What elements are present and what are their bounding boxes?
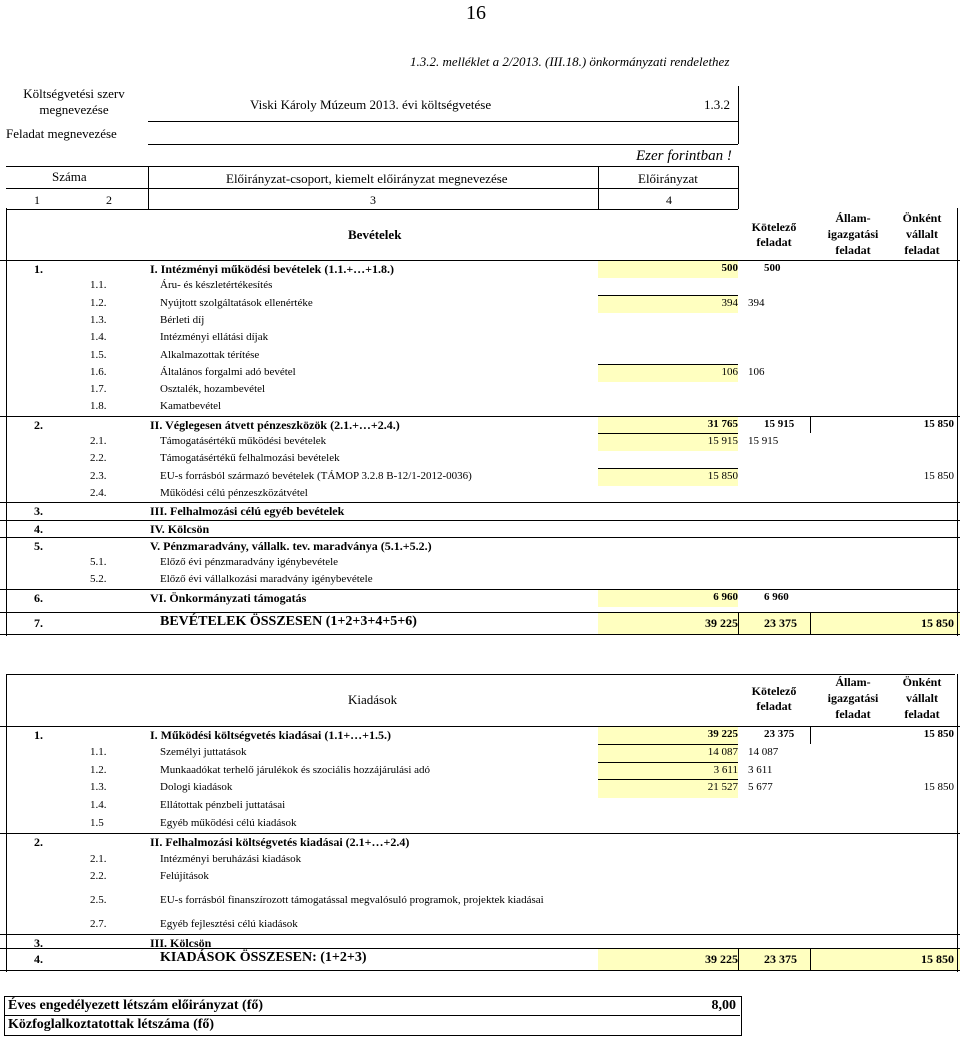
annex-reference: 1.3.2. melléklet a 2/2013. (III.18.) önkormányzati rendelethez (410, 54, 730, 69)
row-subnumber: 1.2. (90, 296, 107, 309)
total-voluntary: 15 850 (921, 952, 954, 966)
exp-state-header: Állam- igazgatási feladat (827, 675, 879, 721)
row-label: Egyéb fejlesztési célú kiadások (160, 918, 298, 930)
row-label: Működési célú pénzeszközátvétel (160, 486, 308, 499)
row-label: EU-s forrásból származó bevételek (TÁMOP 3.2.8 B-12/1-2012-0036) (160, 469, 472, 482)
row-number: 2. (34, 834, 43, 849)
row-label: Egyéb működési célú kiadások (160, 817, 297, 829)
row-subnumber: 1.2. (90, 763, 107, 776)
row-label: Áru- és készletértékesítés (160, 279, 273, 292)
total-sum: 39 225 (705, 616, 738, 630)
row-mandatory: 15 915 (748, 435, 779, 447)
row-subnumber: 1.7. (90, 383, 107, 396)
staff-public-work-label: Közfoglalkoztatottak létszáma (fő) (8, 1017, 215, 1032)
row-subnumber: 1.1. (90, 279, 107, 292)
row-subnumber: 5.1. (90, 556, 107, 569)
exp-voluntary-header: Önként vállalt feladat (902, 675, 942, 721)
row-label: Intézményi beruházási kiadások (160, 852, 302, 865)
col-index-4: 4 (666, 193, 672, 207)
rev-table-frame (6, 208, 958, 636)
total-mandatory: 23 375 (764, 616, 797, 630)
row-subnumber: 1.5. (90, 348, 107, 361)
expenses-title: Kiadások (348, 692, 398, 707)
row-total: 31 765 (707, 417, 738, 430)
row-total: 15 850 (707, 469, 738, 482)
row-label: Ellátottak pénzbeli juttatásai (160, 799, 286, 812)
row-total: 3 611 (713, 763, 738, 776)
row-label: II. Véglegesen átvett pénzeszközök (2.1.+…+2.4.) (150, 417, 400, 432)
voluntary-header: Önként vállalt feladat (902, 211, 942, 257)
row-label: V. Pénzmaradvány, vállalk. tev. maradványa (5.1.+5.2.) (150, 538, 432, 553)
row-number: 1. (34, 728, 43, 742)
total-sum: 39 225 (705, 952, 738, 966)
row-total: 6 960 (713, 590, 738, 603)
row-label: Dologi kiadások (160, 781, 233, 794)
row-label: Támogatásértékű felhalmozási bevételek (160, 452, 340, 465)
row-subnumber: 1.6. (90, 365, 107, 378)
row-subnumber: 2.7. (90, 918, 107, 930)
row-voluntary: 15 850 (923, 469, 954, 482)
row-number: 5. (34, 538, 43, 553)
row-number: 3. (34, 504, 43, 519)
row-label: Osztalék, hozambevétel (160, 383, 266, 396)
row-label: I. Intézményi működési bevételek (1.1.+…+1.8.) (150, 262, 394, 276)
row-label: Intézményi ellátási díjak (160, 331, 269, 344)
total-mandatory: 23 375 (764, 952, 797, 966)
mandatory-header: Kötelező feladat (751, 220, 797, 249)
row-label: III. Felhalmozási célú egyéb bevételek (150, 504, 345, 519)
row-mandatory: 106 (748, 365, 765, 378)
row-label: Személyi juttatások (160, 745, 247, 758)
row-subnumber: 2.2. (90, 452, 107, 465)
row-label: I. Működési költségvetés kiadásai (1.1+…+1.5.) (150, 728, 392, 742)
total-label: KIADÁSOK ÖSSZESEN: (1+2+3) (160, 950, 367, 965)
row-subnumber: 2.1. (90, 435, 107, 447)
row-subnumber: 2.3. (90, 469, 107, 482)
exp-table-frame (6, 674, 958, 972)
total-number: 7. (34, 616, 43, 630)
row-voluntary: 15 850 (923, 417, 954, 430)
row-label: Kamatbevétel (160, 400, 222, 413)
row-label: Nyújtott szolgáltatások ellenértéke (160, 296, 313, 309)
row-mandatory: 5 677 (748, 781, 773, 794)
row-subnumber: 2.1. (90, 852, 107, 865)
page-number: 16 (466, 2, 486, 24)
row-subnumber: 1.5 (90, 817, 104, 829)
row-voluntary: 15 850 (923, 728, 954, 740)
row-label: Alkalmazottak térítése (160, 348, 260, 361)
org-label: Költségvetési szerv megnevezése (23, 86, 125, 117)
staff-approved-value: 8,00 (711, 998, 736, 1013)
row-subnumber: 1.1. (90, 745, 107, 758)
org-value: Viski Károly Múzeum 2013. évi költségvetése (250, 97, 492, 112)
row-subnumber: 2.5. (90, 894, 107, 907)
row-mandatory: 3 611 (748, 763, 773, 776)
exp-mandatory-header: Kötelező feladat (751, 684, 797, 713)
row-subnumber: 1.8. (90, 400, 107, 413)
currency-note: Ezer forintban ! (636, 148, 732, 164)
row-voluntary: 15 850 (923, 781, 954, 794)
row-label: Munkaadókat terhelő járulékok és szociális hozzájárulási adó (160, 763, 431, 776)
task-label: Feladat megnevezése (6, 126, 117, 141)
row-subnumber: 1.4. (90, 799, 107, 812)
row-label: Felújítások (160, 870, 209, 883)
row-subnumber: 5.2. (90, 573, 107, 586)
row-label: EU-s forrásból finanszírozott támogatással megvalósuló programok, projektek kiadásai (160, 894, 544, 907)
row-subnumber: 1.3. (90, 313, 107, 326)
row-label: IV. Kölcsön (150, 521, 210, 536)
total-number: 4. (34, 952, 43, 966)
row-total: 394 (721, 296, 738, 309)
row-total: 14 087 (707, 745, 738, 758)
total-voluntary: 15 850 (921, 616, 954, 630)
row-total: 500 (721, 262, 738, 274)
col-group-header: Előirányzat-csoport, kiemelt előirányzat megnevezése (226, 171, 508, 186)
row-mandatory: 23 375 (764, 728, 795, 740)
row-total: 15 915 (707, 435, 738, 447)
revenues-title: Bevételek (348, 227, 402, 242)
row-mandatory: 15 915 (764, 417, 795, 430)
row-number: 2. (34, 417, 43, 432)
row-mandatory: 500 (764, 262, 781, 274)
col-index-3: 3 (370, 193, 376, 207)
row-mandatory: 6 960 (764, 590, 789, 603)
row-mandatory: 394 (748, 296, 765, 309)
doc-code: 1.3.2 (704, 97, 730, 112)
row-mandatory: 14 087 (748, 745, 779, 758)
row-label: VI. Önkormányzati támogatás (150, 590, 307, 605)
col-index-1: 1 (34, 193, 40, 207)
row-label: Támogatásértékű működési bevételek (160, 435, 327, 447)
row-label: II. Felhalmozási költségvetés kiadásai (2.1+…+2.4) (150, 834, 410, 849)
row-number: 3. (34, 935, 43, 950)
state-header: Állam- igazgatási feladat (827, 211, 879, 257)
row-number: 6. (34, 590, 43, 605)
row-label: III. Kölcsön (150, 935, 212, 950)
row-subnumber: 1.3. (90, 781, 107, 794)
row-label: Előző évi vállalkozási maradvány igénybevétele (160, 573, 373, 586)
row-subnumber: 2.2. (90, 870, 107, 883)
row-subnumber: 2.4. (90, 486, 107, 499)
row-total: 21 527 (707, 781, 738, 794)
total-label: BEVÉTELEK ÖSSZESEN (1+2+3+4+5+6) (160, 614, 417, 629)
staff-approved-label: Éves engedélyezett létszám előirányzat (fő) (8, 998, 264, 1013)
row-total: 106 (721, 365, 738, 378)
col-budget-header: Előirányzat (638, 171, 698, 186)
col-number-header: Száma (52, 169, 87, 184)
row-number: 1. (34, 262, 43, 276)
row-label: Előző évi pénzmaradvány igénybevétele (160, 556, 339, 569)
row-label: Általános forgalmi adó bevétel (160, 365, 296, 378)
col-index-2: 2 (106, 193, 112, 207)
row-label: Bérleti díj (160, 313, 205, 326)
row-subnumber: 1.4. (90, 331, 107, 344)
row-number: 4. (34, 521, 43, 536)
row-total: 39 225 (707, 728, 738, 740)
